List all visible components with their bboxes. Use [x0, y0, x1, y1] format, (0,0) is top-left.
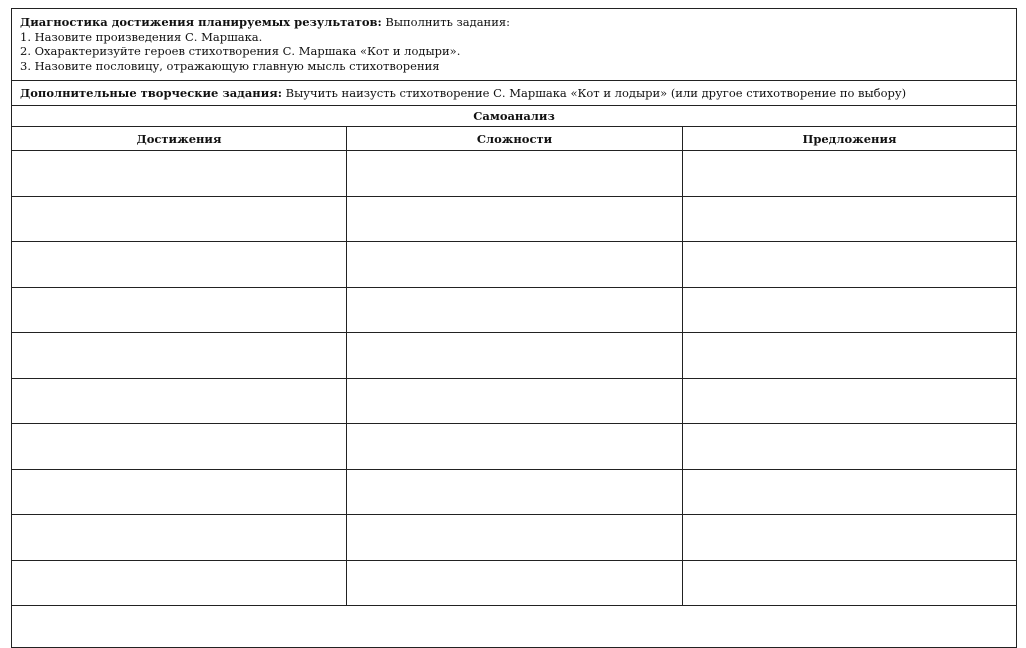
table-cell[interactable] — [347, 151, 683, 197]
column-header-achievements: Достижения — [12, 127, 347, 151]
table-cell[interactable] — [683, 515, 1017, 561]
diagnostics-heading-line — [20, 15, 1008, 30]
diagnostics-section — [12, 9, 1016, 81]
table-cell[interactable] — [12, 424, 347, 470]
table-body — [12, 151, 1016, 606]
table-cell[interactable] — [347, 424, 683, 470]
table-cell[interactable] — [683, 287, 1017, 333]
table-cell[interactable] — [12, 515, 347, 561]
table-row — [12, 242, 1016, 288]
column-header-suggestions: Предложения — [683, 127, 1017, 151]
table-cell[interactable] — [12, 333, 347, 379]
table-cell[interactable] — [683, 469, 1017, 515]
extra-tasks-section — [12, 81, 1016, 106]
table-row — [12, 469, 1016, 515]
diagnostics-heading: Диагностика достижения планируемых результатов: — [20, 15, 382, 29]
table-cell[interactable] — [683, 560, 1017, 606]
table-row — [12, 196, 1016, 242]
extra-tasks-heading: Дополнительные творческие задания: — [20, 86, 282, 100]
table-cell[interactable] — [347, 469, 683, 515]
column-header-difficulties: Сложности — [347, 127, 683, 151]
task-item: 1. Назовите произведения С. Маршака. — [20, 29, 263, 44]
table-cell[interactable] — [347, 560, 683, 606]
table-cell[interactable] — [347, 515, 683, 561]
task-item: 3. Назовите пословицу, отражающую главную мысль стихотворения — [20, 58, 440, 73]
table-cell[interactable] — [347, 196, 683, 242]
table-row — [12, 333, 1016, 379]
table-cell[interactable] — [12, 560, 347, 606]
table-cell[interactable] — [683, 333, 1017, 379]
table-cell[interactable] — [12, 378, 347, 424]
table-cell[interactable] — [683, 378, 1017, 424]
table-cell[interactable] — [683, 196, 1017, 242]
extra-tasks-text: Выучить наизусть стихотворение С. Маршака «Кот и лодыри» (или другое стихотворение по выбору) — [281, 86, 907, 100]
table-cell[interactable] — [347, 378, 683, 424]
table-cell[interactable] — [683, 151, 1017, 197]
table-cell[interactable] — [12, 242, 347, 288]
self-analysis-table — [12, 127, 1016, 606]
table-cell[interactable] — [12, 469, 347, 515]
table-cell[interactable] — [12, 196, 347, 242]
table-row — [12, 287, 1016, 333]
table-row — [12, 515, 1016, 561]
table-cell[interactable] — [347, 242, 683, 288]
worksheet — [11, 8, 1017, 648]
table-cell[interactable] — [683, 424, 1017, 470]
table-row — [12, 424, 1016, 470]
table-header-row — [12, 127, 1016, 151]
self-analysis-title: Самоанализ — [12, 106, 1016, 127]
table-row — [12, 378, 1016, 424]
task-item: 2. Охарактеризуйте героев стихотворения С. Маршака «Кот и лодыри». — [20, 44, 461, 58]
table-cell[interactable] — [683, 242, 1017, 288]
diagnostics-intro: Выполнить задания: — [381, 15, 511, 29]
table-row — [12, 560, 1016, 606]
table-cell[interactable] — [12, 287, 347, 333]
table-row — [12, 151, 1016, 197]
table-cell[interactable] — [347, 333, 683, 379]
table-cell[interactable] — [347, 287, 683, 333]
table-cell[interactable] — [12, 151, 347, 197]
